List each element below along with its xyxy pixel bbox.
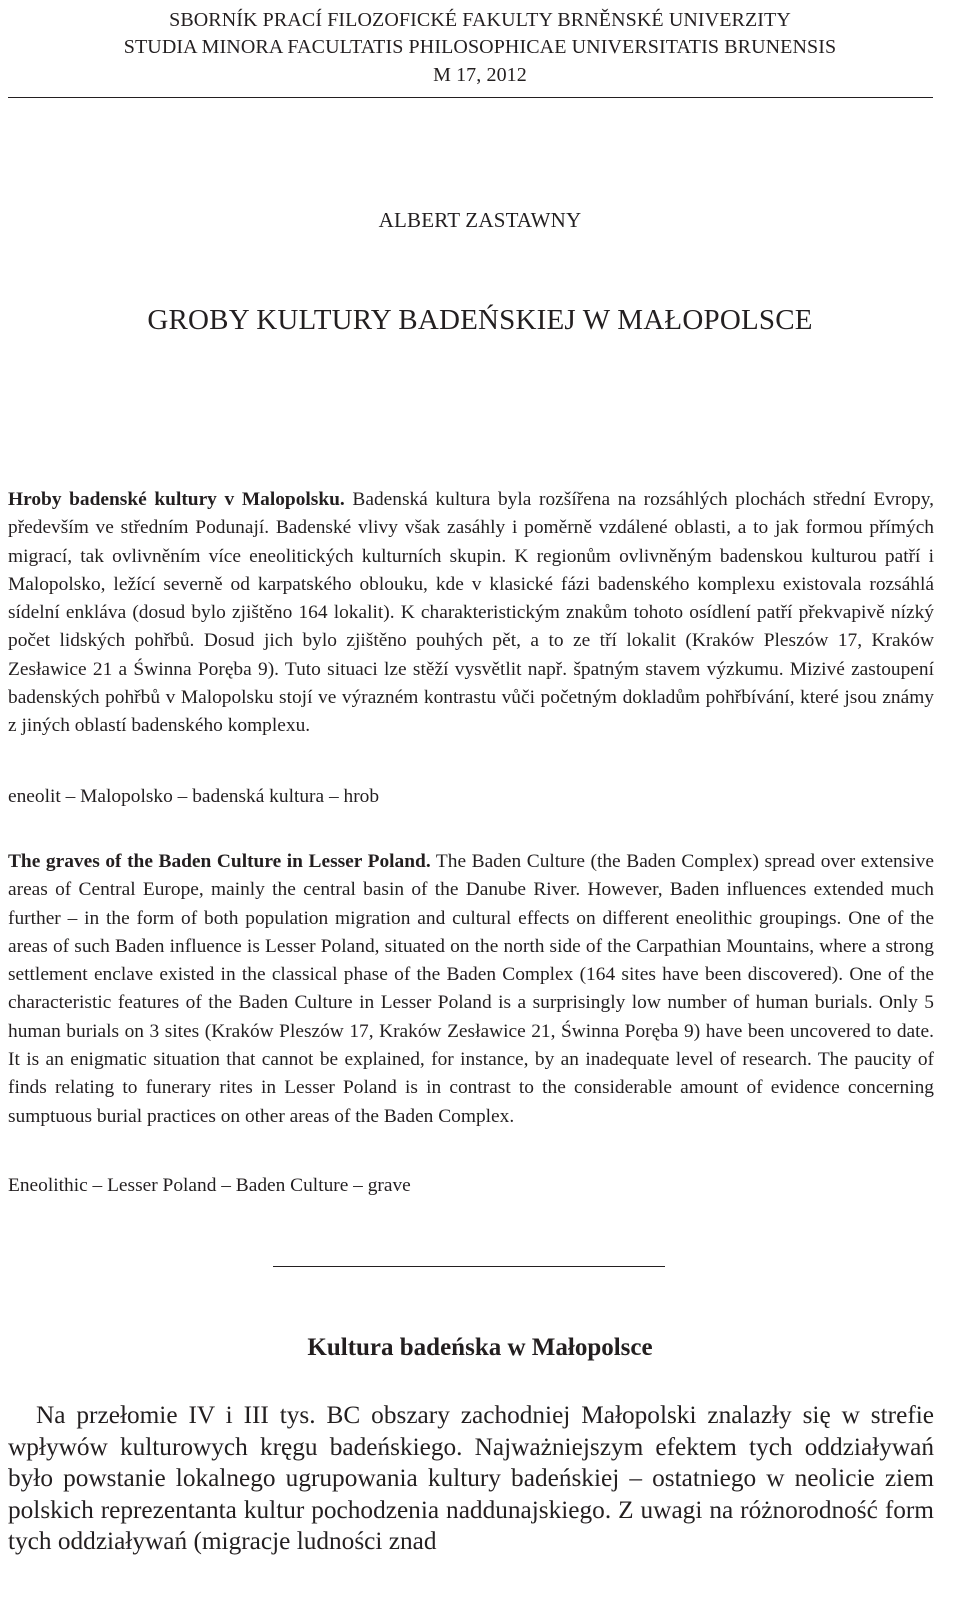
journal-volume: M 17, 2012 xyxy=(433,64,527,86)
abstract-english-title: The graves of the Baden Culture in Lesser Poland. xyxy=(8,851,431,872)
keywords-czech: eneolit – Malopolsko – badenská kultura – hrob xyxy=(8,786,380,807)
keywords-english: Eneolithic – Lesser Poland – Baden Culture – grave xyxy=(8,1175,411,1196)
journal-header-line-2: STUDIA MINORA FACULTATIS PHILOSOPHICAE UNIVERSITATIS BRUNENSIS xyxy=(123,36,837,58)
abstract-czech xyxy=(8,486,934,741)
abstract-czech-text: Badenská kultura byla rozšířena na rozsáhlých plochách střední Evropy, především ve středním Podunají. Badenské vlivy však zasáhly i poměrně vzdálené oblasti, a to jak formou přímých migrací, tak ovlivněním více eneolitických kulturních skupin. K regionům ovlivněným badenskou kulturou patří i Malopolsko, ležící severně od karpatského oblouku, kde v klasické fázi badenského komplexu existovala rozsáhlá sídelní enkláva (dosud bylo zjištěno 164 lokalit). K charakteristickým znakům tohoto osídlení patří překvapivě nízký počet lidských pohřbů. Dosud jich bylo zjištěno pouhých pět, a to ze tří lokalit (Kraków Pleszów 17, Kraków Zesławice 21 a Świnna Poręba 9). Tuto situaci lze stěží vysvětlit např. špatným stavem výzkumu. Mizivé zastoupení badenských pohřbů v Malopolsku stojí ve výrazném kontrastu vůči početným dokladům pohřbívání, které jsou známy z jiných oblastí badenského komplexu. xyxy=(8,489,934,737)
journal-header-line-1: SBORNÍK PRACÍ FILOZOFICKÉ FAKULTY BRNĚNSKÉ UNIVERZITY xyxy=(169,9,791,31)
body-paragraph: Na przełomie IV i III tys. BC obszary zachodniej Małopolski znalazły się w strefie wpływów kulturowych kręgu badeńskiego. Najważniejszym efektem tych oddziaływań było powstanie lokalnego ugrupowania kultury badeńskiej – ostatniego w neolicie ziem polskich reprezentanta kultur pochodzenia naddunajskiego. Z uwagi na różnorodność form tych oddziaływań (migracje ludności znad xyxy=(8,1401,934,1555)
section-heading: Kultura badeńska w Małopolsce xyxy=(307,1334,653,1361)
abstract-czech-title: Hroby badenské kultury v Malopolsku. xyxy=(8,489,345,510)
article-title: GROBY KULTURY BADEŃSKIEJ W MAŁOPOLSCE xyxy=(147,304,813,336)
author-name: ALBERT ZASTAWNY xyxy=(378,208,582,232)
abstract-english xyxy=(8,848,934,1131)
header-divider xyxy=(8,97,933,98)
abstract-english-text: The Baden Culture (the Baden Complex) spread over extensive areas of Central Europe, mainly the central basin of the Danube River. However, Baden influences extended much further – in the form of both population migration and cultural effects on different eneolithic groupings. One of the areas of such Baden influence is Lesser Poland, situated on the north side of the Carpathian Mountains, where a strong settlement enclave existed in the classical phase of the Baden Complex (164 sites have been discovered). One of the characteristic features of the Baden Culture in Lesser Poland is a surprisingly low number of human burials. Only 5 human burials on 3 sites (Kraków Pleszów 17, Kraków Zesławice 21, Świnna Poręba 9) have been uncovered to date. It is an enigmatic situation that cannot be explained, for instance, by an inadequate level of research. The paucity of finds relating to funerary rites in Lesser Poland is in contrast to the considerable amount of evidence concerning sumptuous burial practices on other areas of the Baden Complex. xyxy=(8,851,934,1127)
section-divider xyxy=(273,1266,665,1267)
